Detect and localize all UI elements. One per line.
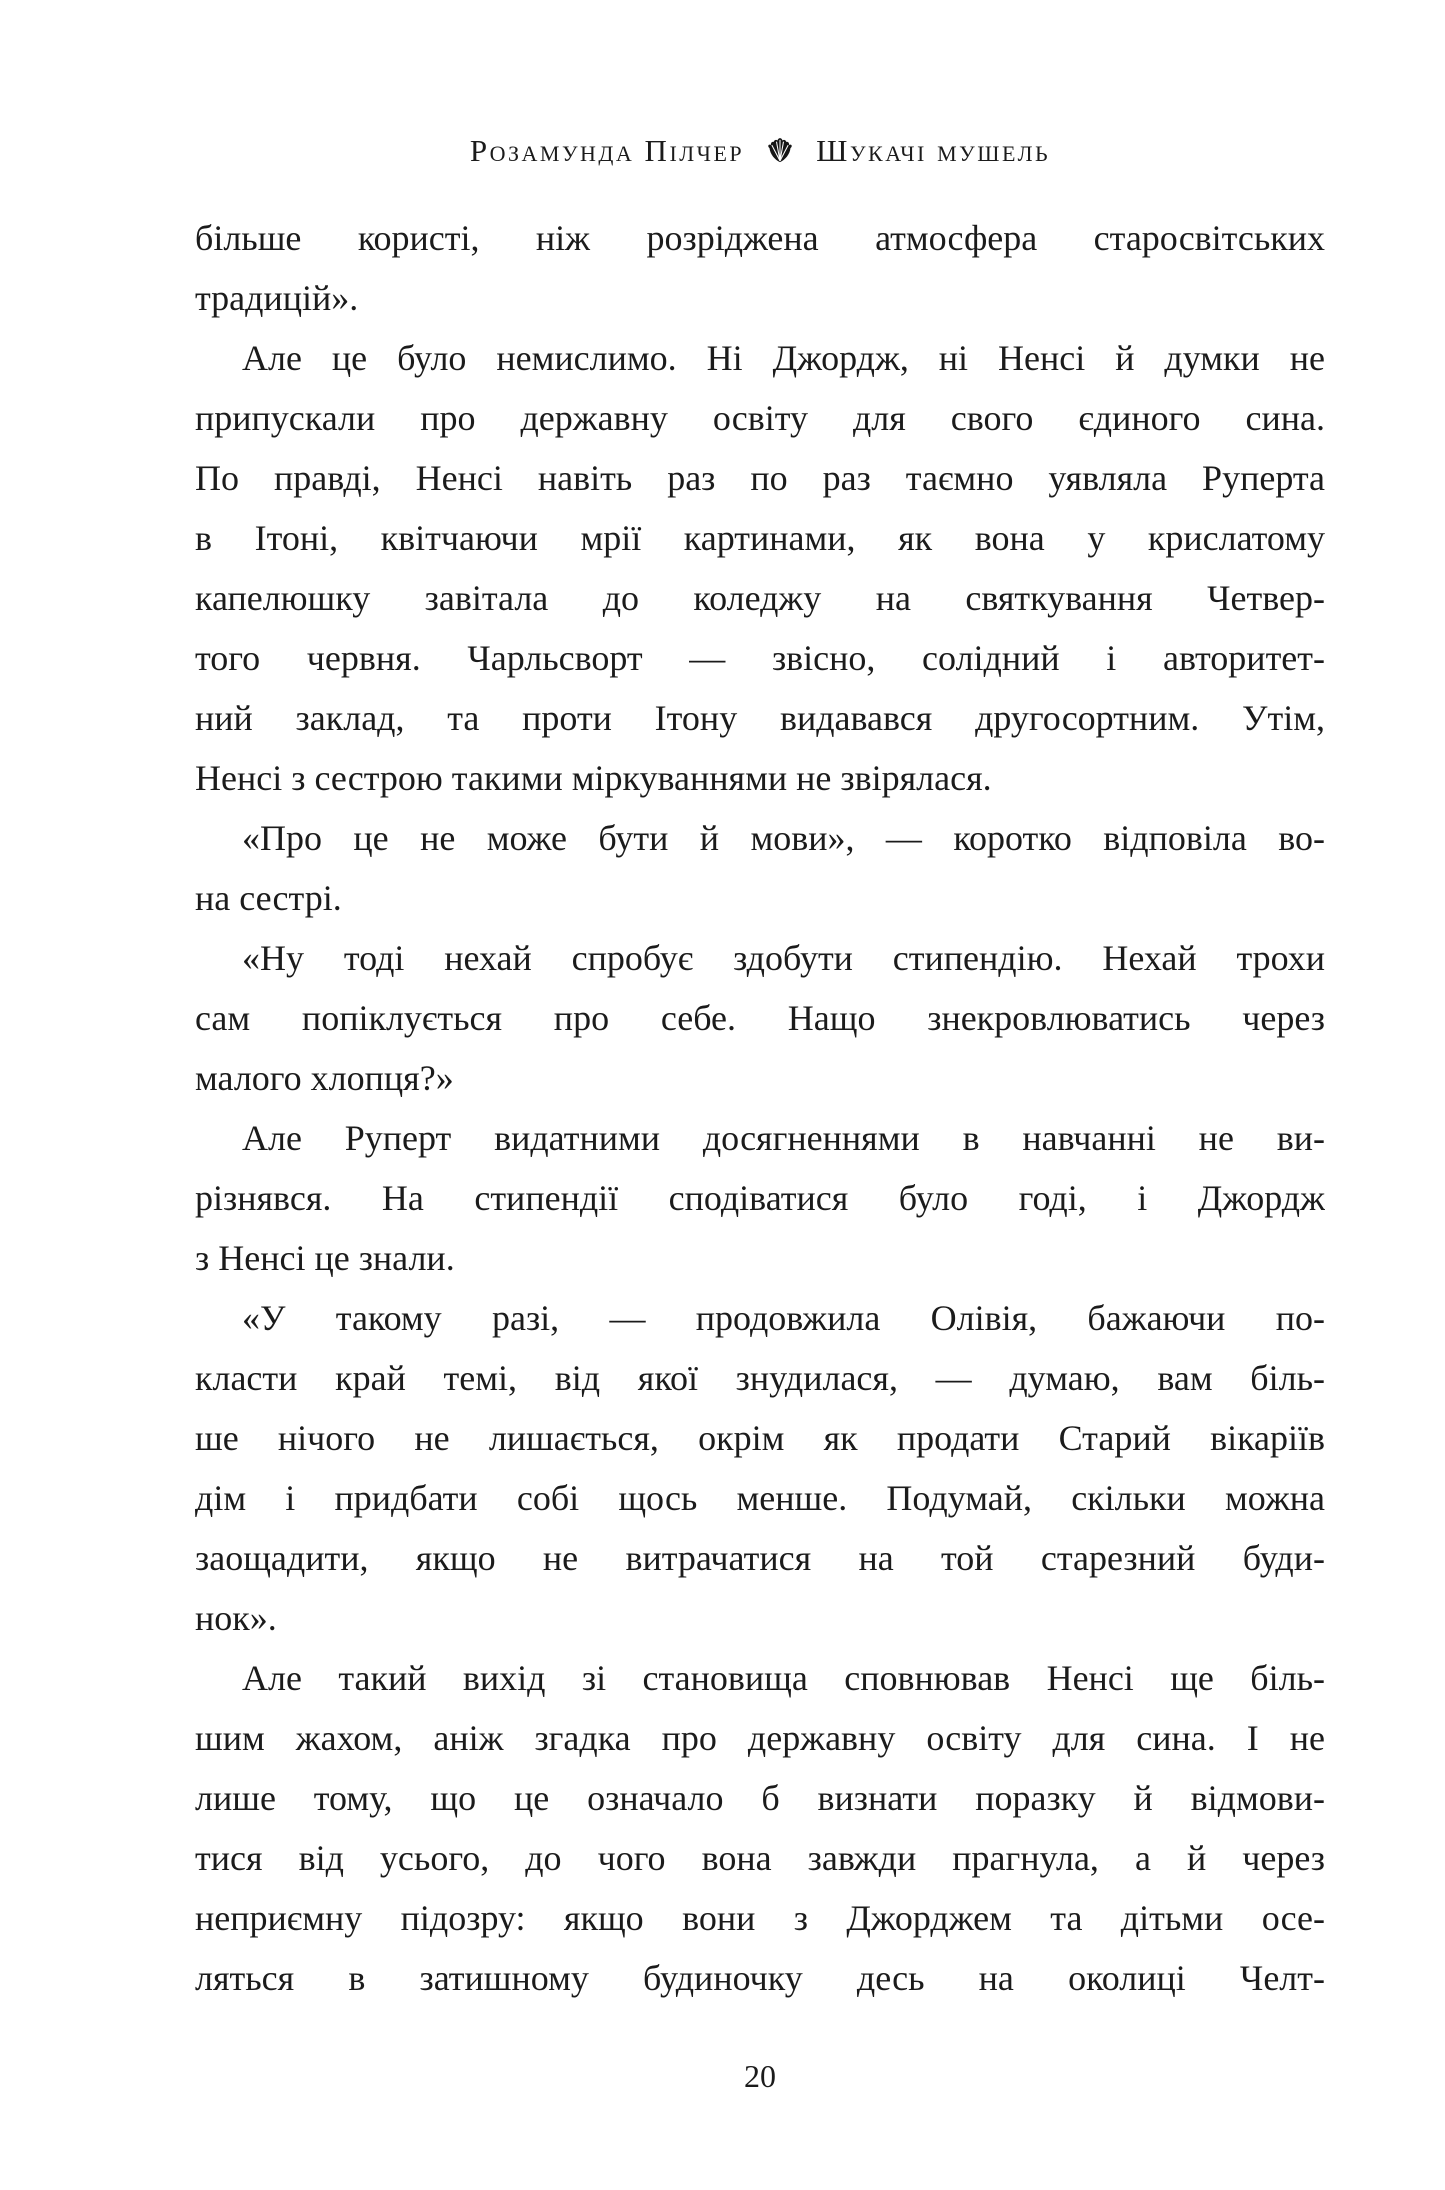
paragraph	[195, 208, 1325, 328]
text-line: на сестрі.	[195, 878, 342, 918]
paragraph	[195, 1648, 1325, 2008]
text-line: класти край темі, від якої знудилася, — думаю, вам біль-	[195, 1358, 1325, 1398]
text-line: Але такий вихід зі становища сповнював Ненсі ще біль-	[242, 1658, 1325, 1698]
author-name: Розамунда Пілчер	[469, 133, 745, 168]
text-line: нок».	[195, 1598, 277, 1638]
text-line: дім і придбати собі щось менше. Подумай, скільки можна	[195, 1478, 1325, 1518]
paragraph	[195, 328, 1325, 808]
text-line: По правді, Ненсі навіть раз по раз таємно уявляла Руперта	[195, 458, 1325, 498]
text-line: «У такому разі, — продовжила Олівія, бажаючи по-	[242, 1298, 1325, 1338]
shell-icon	[766, 137, 794, 165]
text-line: ше нічого не лишається, окрім як продати Старий вікаріїв	[195, 1418, 1325, 1458]
text-line: більше користі, ніж розріджена атмосфера старосвітських	[195, 218, 1325, 258]
paragraph	[195, 808, 1325, 928]
text-line: шим жахом, аніж згадка про державну освіту для сина. І не	[195, 1718, 1325, 1758]
paragraph	[195, 928, 1325, 1108]
text-line: того червня. Чарльсворт — звісно, солідний і авторитет-	[195, 638, 1325, 678]
paragraph	[195, 1288, 1325, 1648]
text-line: «Ну тоді нехай спробує здобути стипендію. Нехай трохи	[242, 938, 1325, 978]
book-title: Шукачі мушель	[816, 133, 1051, 168]
page-number: 20	[744, 2058, 776, 2094]
text-line: неприємну підозру: якщо вони з Джорджем та дітьми осе-	[195, 1898, 1325, 1938]
text-line: ний заклад, та проти Ітону видавався другосортним. Утім,	[195, 698, 1325, 738]
text-line: традицій».	[195, 278, 359, 318]
text-line: ляться в затишному будиночку десь на околиці Челт-	[195, 1958, 1325, 1998]
text-line: в Ітоні, квітчаючи мрії картинами, як вона у крислатому	[195, 518, 1325, 558]
page-footer	[195, 2056, 1325, 2096]
text-line: лише тому, що це означало б визнати поразку й відмови-	[195, 1778, 1325, 1818]
text-line: тися від усього, до чого вона завжди прагнула, а й через	[195, 1838, 1325, 1878]
text-line: Але Руперт видатними досягненнями в навчанні не ви-	[242, 1118, 1325, 1158]
text-line: з Ненсі це знали.	[195, 1238, 455, 1278]
text-line: Ненсі з сестрою такими міркуваннями не звірялася.	[195, 758, 992, 798]
running-header	[195, 130, 1325, 172]
text-line: заощадити, якщо не витрачатися на той старезний буди-	[195, 1538, 1325, 1578]
paragraph	[195, 1108, 1325, 1288]
text-line: різнявся. На стипендії сподіватися було годі, і Джордж	[195, 1178, 1325, 1218]
text-line: сам попіклується про себе. Нащо знекровлюватись через	[195, 998, 1325, 1038]
page-body	[195, 208, 1325, 2008]
text-line: припускали про державну освіту для свого єдиного сина.	[195, 398, 1325, 438]
text-line: Але це було немислимо. Ні Джордж, ні Ненсі й думки не	[242, 338, 1325, 378]
text-line: «Про це не може бути й мови», — коротко відповіла во-	[242, 818, 1325, 858]
text-line: малого хлопця?»	[195, 1058, 454, 1098]
text-line: капелюшку завітала до коледжу на святкування Четвер-	[195, 578, 1325, 618]
